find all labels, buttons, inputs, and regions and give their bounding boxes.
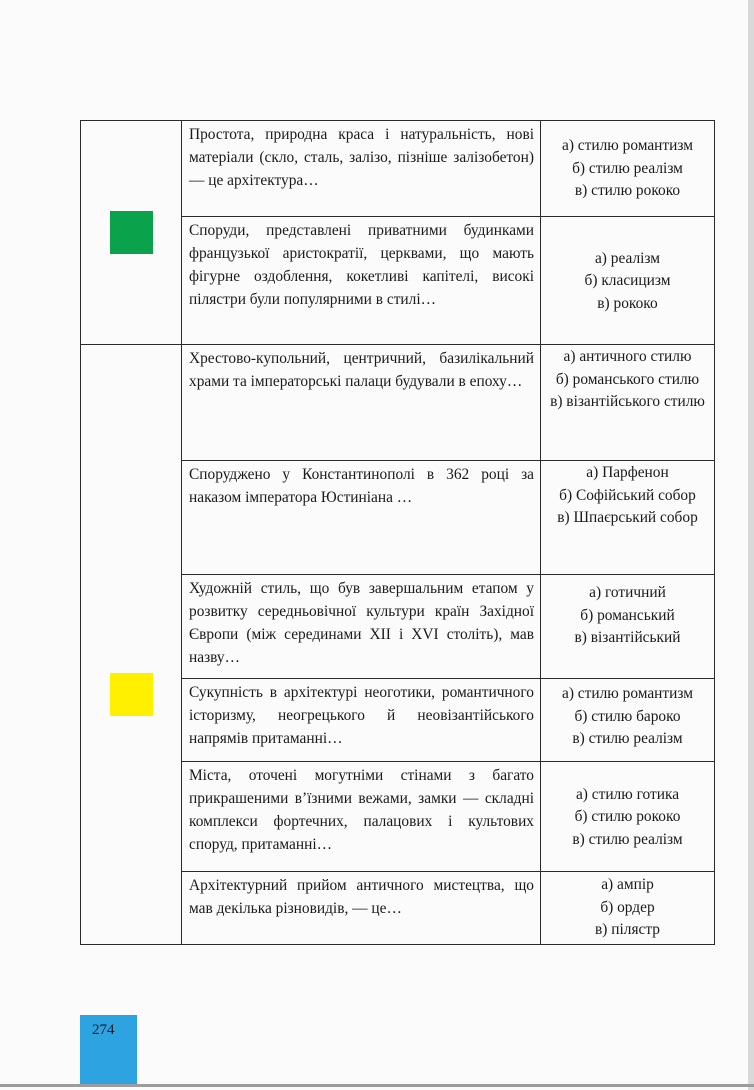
option-1b: б) стилю реалізм (572, 159, 683, 177)
option-7b: б) стилю рококо (574, 808, 681, 826)
table-row (81, 121, 715, 217)
page-number: 274 (92, 1022, 115, 1038)
option-5c: в) візантійський (574, 629, 681, 646)
green-marker-cell (81, 121, 182, 345)
option-8b: б) ордер (600, 898, 655, 916)
answers-6 (541, 679, 715, 762)
option-6a: а) стилю романтизм (562, 685, 693, 702)
option-1a: а) стилю романтизм (562, 137, 693, 154)
answers-7 (541, 762, 715, 872)
option-2b: б) класицизм (584, 272, 671, 290)
question-6: Сукупність в архітектурі неоготики, романтичного історизму, неогрецького й неовізантійського напрямів притаманні… (182, 679, 541, 762)
option-5a: а) готичний (589, 584, 666, 601)
bottom-divider (0, 1084, 754, 1087)
question-7: Міста, оточені могутніми стінами з багато прикрашеними в’їзними вежами, замки — складні комплекси фортечних, палацових і культових споруд, притаманні… (182, 762, 541, 872)
question-1: Простота, природна краса і натуральність, нові матеріали (скло, сталь, залізо, пізніше залізобетон) — це архітектура… (182, 121, 541, 217)
table-row (81, 345, 715, 461)
option-5b: б) романський (580, 606, 675, 624)
option-3b: б) романського стилю (555, 370, 700, 388)
page-edge (748, 0, 754, 1090)
option-7a: а) стилю готика (575, 785, 680, 803)
question-8: Архітектурний прийом античного мистецтва, що мав декілька різновидів, — це… (182, 872, 541, 945)
answers-1 (541, 121, 715, 217)
option-4c: в) Шпаєрський собор (557, 509, 698, 526)
page-number-tab (80, 1015, 137, 1087)
option-6c: в) стилю реалізм (572, 730, 683, 747)
option-2a: а) реалізм (594, 249, 661, 267)
option-3a: а) античного стилю (563, 348, 692, 365)
answers-2 (541, 217, 715, 345)
green-square-icon (110, 211, 153, 254)
option-6b: б) стилю бароко (574, 707, 681, 725)
answers-5 (541, 575, 715, 679)
answers-8 (541, 872, 715, 945)
option-3c: в) візантійського стилю (550, 393, 705, 410)
option-4a: а) Парфенон (586, 464, 669, 481)
option-7c: в) стилю реалізм (572, 830, 683, 848)
answers-4 (541, 461, 715, 575)
question-3: Хрестово-купольний, центричний, базилікальний храми та імператорські палаци будували в епоху… (182, 345, 541, 461)
question-4: Споруджено у Константинополі в 362 році за наказом імператора Юстиніана … (182, 461, 541, 575)
option-8a: а) ампір (601, 876, 654, 893)
option-1c: в) стилю рококо (574, 182, 681, 199)
yellow-square-icon (110, 673, 153, 716)
answers-3 (541, 345, 715, 461)
option-8c: в) пілястр (595, 921, 660, 938)
yellow-marker-cell (81, 345, 182, 945)
question-5: Художній стиль, що був завершальним етапом у розвитку середньовічної культури країн Західної Європи (між серединами XII і XVI століть), мав назву… (182, 575, 541, 679)
option-4b: б) Софійський собор (559, 486, 696, 504)
quiz-table (80, 120, 715, 945)
option-2c: в) рококо (597, 294, 658, 312)
question-2: Споруди, представлені приватними будинками французької аристократії, церквами, що мають фігурне оздоблення, кокетливі капітелі, високі пілястри були популярними в стилі… (182, 217, 541, 345)
